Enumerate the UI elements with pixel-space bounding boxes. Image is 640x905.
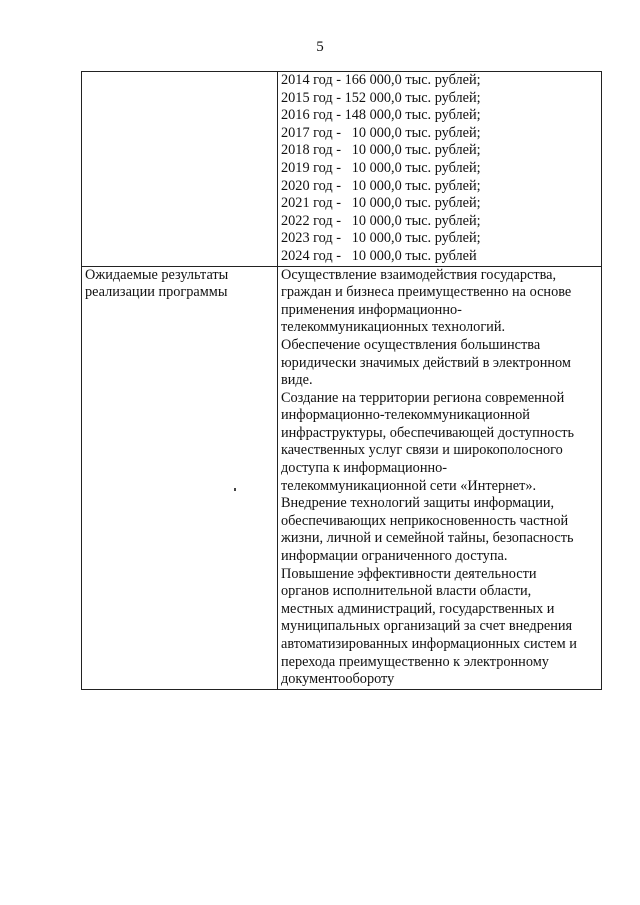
funding-value-cell: [278, 72, 602, 267]
results-line: органов исполнительной власти области,: [281, 583, 532, 600]
results-line: местных администраций, государственных и: [281, 600, 555, 617]
funding-line-2020: 2020 год - 10 000,0 тыс. рублей;: [281, 177, 481, 194]
funding-line-2019: 2019 год - 10 000,0 тыс. рублей;: [281, 159, 481, 176]
funding-line-2022: 2022 год - 10 000,0 тыс. рублей;: [281, 212, 481, 229]
funding-line-2024: 2024 год - 10 000,0 тыс. рублей: [281, 247, 477, 264]
results-line: инфраструктуры, обеспечивающей доступность: [281, 424, 574, 441]
results-line: Осуществление взаимодействия государства,: [281, 266, 557, 283]
funding-line-2023: 2023 год - 10 000,0 тыс. рублей;: [281, 230, 481, 247]
funding-line-2015: 2015 год - 152 000,0 тыс. рублей;: [281, 89, 481, 106]
funding-line-2018: 2018 год - 10 000,0 тыс. рублей;: [281, 142, 481, 159]
funding-label-cell: [82, 72, 278, 267]
table-row-funding: [82, 72, 602, 267]
table-row-expected-results: [82, 266, 602, 689]
expected-results-label-line: реализации программы: [85, 284, 228, 301]
results-line: информационно-телекоммуникационной: [281, 407, 530, 424]
results-line: телекоммуникационной сети «Интернет».: [281, 477, 537, 494]
program-table: [81, 71, 602, 690]
results-line: юридически значимых действий в электронном: [281, 354, 571, 371]
results-line: виде.: [281, 372, 313, 389]
results-line: документообороту: [281, 671, 395, 688]
results-line: муниципальных организаций за счет внедрения: [281, 618, 573, 635]
page-number: 5: [316, 39, 324, 55]
scan-speck: [234, 488, 236, 491]
funding-line-2014: 2014 год - 166 000,0 тыс. рублей;: [281, 72, 481, 88]
results-line: перехода преимущественно к электронному: [281, 653, 549, 670]
results-line: Повышение эффективности деятельности: [281, 565, 537, 582]
results-line: Обеспечение осуществления большинства: [281, 336, 541, 353]
results-line: обеспечивающих неприкосновенность частной: [281, 512, 569, 529]
results-line: автоматизированных информационных систем и: [281, 636, 577, 652]
results-line: качественных услуг связи и широкополосного: [281, 442, 563, 459]
results-line: информации ограниченного доступа.: [281, 548, 508, 565]
results-line: телекоммуникационных технологий.: [281, 319, 506, 336]
results-line: доступа к информационно-: [281, 460, 448, 477]
results-line: граждан и бизнеса преимущественно на основе: [281, 284, 572, 301]
results-line: Внедрение технологий защиты информации,: [281, 495, 555, 512]
results-line: жизни, личной и семейной тайны, безопасность: [281, 530, 574, 547]
expected-results-label-cell: [82, 266, 278, 689]
results-line: применения информационно-: [281, 301, 462, 318]
results-line: Создание на территории региона современной: [281, 389, 565, 406]
expected-results-label-line: Ожидаемые результаты: [85, 266, 229, 283]
funding-line-2017: 2017 год - 10 000,0 тыс. рублей;: [281, 124, 481, 141]
funding-line-2016: 2016 год - 148 000,0 тыс. рублей;: [281, 107, 481, 124]
expected-results-value-cell: [278, 266, 602, 689]
funding-line-2021: 2021 год - 10 000,0 тыс. рублей;: [281, 195, 481, 212]
